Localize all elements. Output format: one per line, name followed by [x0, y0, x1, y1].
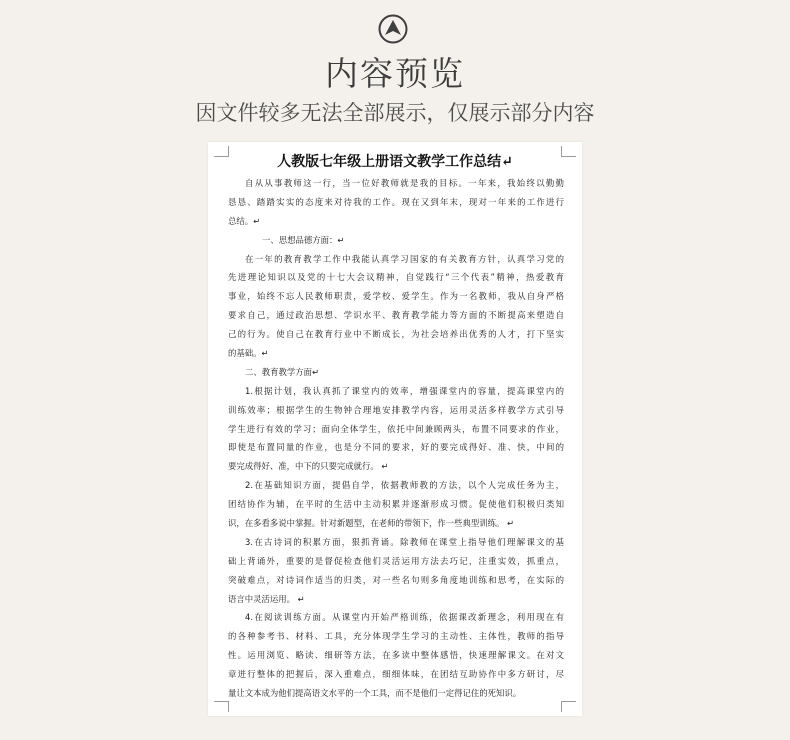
document-line: 量让文本成为他们提高语文水平的一个工具，而不是他们一定得记住的死知识。 [228, 688, 522, 699]
upload-arrow-icon [378, 14, 408, 44]
document-line: 总结。↵ [228, 215, 261, 226]
document-line: 恳恳、踏踏实实的态度来对待我的工作。现在又到年末，现对一年来的工作进行 [228, 196, 564, 207]
document-line: 识，在多看多说中掌握。针对新题型，在老师的带领下，作一些典型训练。 ↵ [228, 518, 515, 529]
preview-subtitle: 因文件较多无法全部展示，仅展示部分内容 [195, 101, 595, 125]
document-line: 的基础。↵ [228, 348, 269, 359]
document-line: 团结协作为辅，在平时的生活中主动积累并逐渐形成习惯。促使他们积极归类知 [228, 499, 564, 510]
document-line: 4.在阅读训练方面。从课堂内开始严格训练，依据课改新理念，利用现在有 [245, 612, 564, 623]
document-line: 2.在基础知识方面，提倡自学，依据教师教的方法，以个人完成任务为主， [245, 480, 564, 491]
document-title: 人教版七年级上册语文教学工作总结↵ [277, 154, 513, 170]
document-line: 突破难点，对诗词作适当的归类，对一些名句则多角度地训练和思考，在实际的 [228, 574, 564, 585]
crop-mark-bottom-left [214, 701, 229, 712]
document-line: 章进行整体的把握后，深入重难点，细细体味，在团结互助协作中多方研讨，尽 [228, 669, 564, 680]
document-line: 二、教育教学方面↵ [245, 366, 320, 377]
document-line: 性。运用浏览、略读、细研等方法，在多读中整体感悟，快速理解课文。在对文 [228, 650, 564, 661]
document-line: 3.在古诗词的积累方面，狠抓背诵。除教师在课堂上指导他们理解课文的基 [245, 536, 564, 547]
document-line: 事业，始终不忘人民教师职责，爱学校、爱学生。作为一名教师，我从自身严格 [228, 291, 564, 302]
document-line: 础上背诵外，重要的是督促检查他们灵活运用方法去巧记，注重实效，抓重点， [228, 555, 564, 566]
document-line: 学生进行有效的学习；面向全体学生，依托中间兼顾两头，布置不同要求的作业， [228, 423, 564, 434]
document-line: 己的行为。使自己在教育行业中不断成长，为社会培养出优秀的人才，打下坚实 [228, 329, 564, 340]
document-line: 训练效率；根据学生的生物钟合理地安排教学内容，运用灵活多样教学方式引导 [228, 404, 564, 415]
document-line: 1.根据计划，我认真抓了课堂内的效率，增强课堂内的容量，提高课堂内的 [245, 385, 564, 396]
document-page [208, 142, 582, 716]
document-line: 先进理论知识以及党的十七大会议精神，自觉践行“三个代表”精神，热爱教育 [228, 272, 564, 283]
document-line: 的各种参考书、材料、工具，充分体现学生学习的主动性、主体性，教师的指导 [228, 631, 564, 642]
document-line: 要求自己，通过政治思想、学识水平、教育教学能力等方面的不断提高来塑造自 [228, 310, 564, 321]
document-body [228, 174, 564, 703]
document-line: 自从从事教师这一行，当一位好教师就是我的目标。一年来，我始终以勤勤 [245, 178, 564, 188]
document-line: 语言中灵活运用。 ↵ [228, 593, 305, 604]
document-line: 要完成得好、准，中下的只要完成就行。 ↵ [228, 461, 389, 472]
document-line: 在一年的教育教学工作中我能认真学习国家的有关教育方针，认真学习党的 [245, 253, 564, 264]
document-line: 即使是布置同量的作业，也是分不同的要求，好的要完成得好、准、快，中间的 [228, 442, 564, 453]
document-line: 一、思想品德方面：↵ [262, 234, 345, 245]
preview-title: 内容预览 [325, 54, 465, 93]
